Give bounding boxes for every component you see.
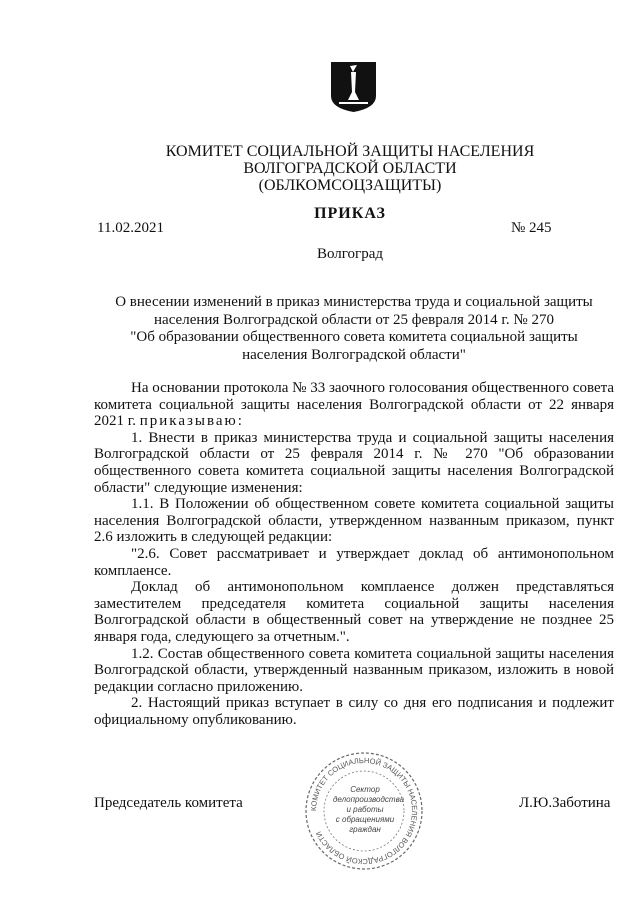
subject-line-1: О внесении изменений в приказ министерства труда и социальной защиты (115, 294, 593, 310)
stamp-line-1: Сектор (350, 785, 380, 794)
organization-name (100, 143, 600, 194)
stamp-line-3: и работы (346, 805, 384, 814)
org-line-3: (ОБЛКОМСОЦЗАЩИТЫ) (258, 177, 442, 194)
paragraph-1: 1. Внести в приказ министерства труда и социальной защиты населения Волгоградской области от 25 февраля 2014 г. № 270 "Об образовании общественного совета комитета социальной защиты населения Волгоградской области" следующие изменения: (94, 429, 614, 496)
stamp-line-4: с обращениями (335, 815, 395, 824)
document-city: Волгоград (316, 246, 383, 262)
signatory-title: Председатель комитета (94, 795, 243, 811)
paragraph-2: 2. Настоящий приказ вступает в силу со дня его подписания и подлежит официальному опубликованию. (94, 695, 614, 728)
stamp-ring-text: КОМИТЕТ СОЦИАЛЬНОЙ ЗАЩИТЫ НАСЕЛЕНИЯ ВОЛГОГРАДСКОЙ ОБЛАСТИ (308, 755, 420, 867)
preamble-text: На основании протокола № 33 заочного голосования общественного совета комитета социальной защиты населения Волгоградской области от 22 января 2021 г. (94, 380, 614, 430)
paragraph-1-1: 1.1. В Положении об общественном совете комитета социальной защиты населения Волгоградской области, утвержденном названным приказом, пункт 2.6 изложить в следующей редакции: (94, 496, 614, 546)
subject-line-4: населения Волгоградской области" (242, 346, 466, 363)
document-subject (86, 294, 622, 364)
subject-line-2: населения Волгоградской области от 25 февраля 2014 г. № 270 (154, 311, 554, 328)
paragraph-report: Доклад об антимонопольном комплаенсе должен представляться заместителем председателя комитета социальной защиты населения Волгоградской области в общественный совет на утверждение не позднее 25 января года, следующего за отчетным.". (94, 579, 614, 645)
document-date: 11.02.2021 (97, 220, 164, 236)
coat-of-arms-icon (331, 62, 376, 112)
stamp-line-5: граждан (349, 825, 381, 834)
order-word: приказываю: (139, 413, 244, 430)
stamp-line-2: делопроизводства (333, 795, 405, 804)
paragraph-2-6-quote: "2.6. Совет рассматривает и утверждает доклад об антимонопольном комплаенсе. (94, 545, 614, 579)
subject-line-3: "Об образовании общественного совета комитета социальной защиты (130, 329, 578, 345)
document-body (94, 380, 614, 728)
org-line-2: ВОЛГОГРАДСКОЙ ОБЛАСТИ (243, 160, 457, 177)
document-type: ПРИКАЗ (314, 205, 386, 222)
stamp-inner-text (333, 785, 405, 835)
document-number: № 245 (511, 220, 552, 236)
signatory-name: Л.Ю.Заботина (519, 795, 611, 811)
org-line-1: КОМИТЕТ СОЦИАЛЬНОЙ ЗАЩИТЫ НАСЕЛЕНИЯ (165, 143, 535, 160)
paragraph-preamble (94, 380, 614, 430)
paragraph-1-2: 1.2. Состав общественного совета комитета социальной защиты населения Волгоградской области, утвержденный названным приказом, изложить в новой редакции согласно приложению. (94, 645, 614, 695)
